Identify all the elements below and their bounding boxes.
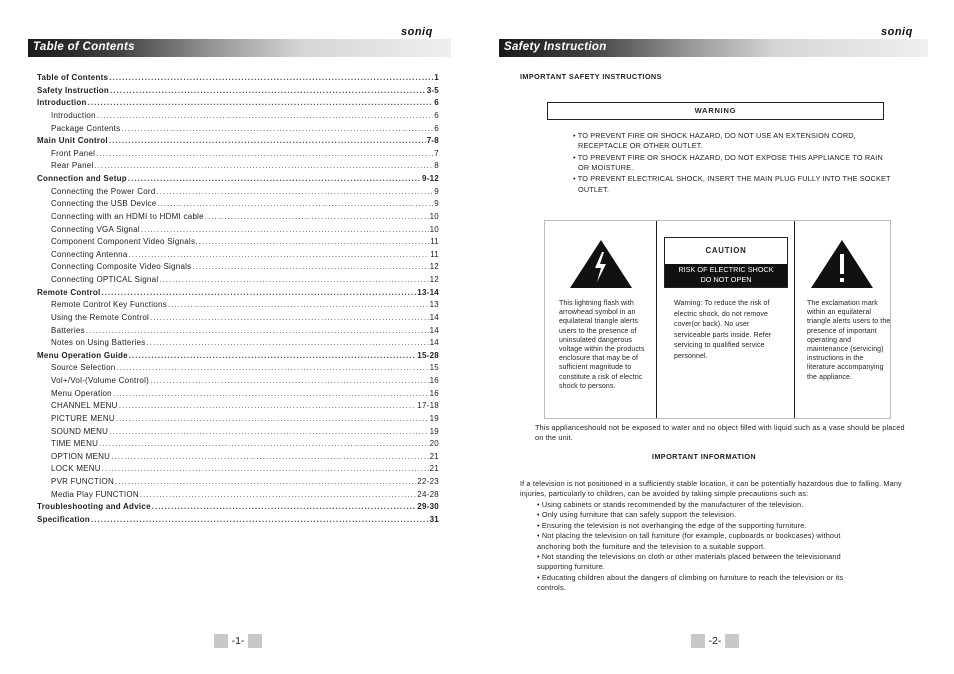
toc-entry-label: Table of Contents: [37, 73, 109, 82]
warning-box: WARNING: [547, 102, 884, 120]
toc-entry: [37, 463, 439, 476]
toc-entry-label: Connecting Composite Video Signals: [51, 262, 192, 272]
page-number-text: -1-: [231, 635, 245, 647]
info-intro: If a television is not positioned in a sufficiently stable location, it can be potentially hazardous due to falling. Many injuries, particularly to children, can be avoided by taking simple precautions such as:: [520, 479, 902, 499]
toc-leader-dots: [99, 438, 428, 451]
page-number-text: -2-: [708, 635, 722, 647]
toc-entry-page: 6: [434, 98, 439, 108]
toc-leader-dots: [152, 501, 417, 514]
toc-entry-label: CHANNEL MENU: [51, 401, 118, 411]
toc-entry-page: 16: [429, 376, 439, 385]
safety-heading: IMPORTANT SAFETY INSTRUCTIONS: [520, 72, 662, 81]
toc-entry: [37, 350, 439, 363]
toc-entry-label: Remote Control Key Functions: [51, 300, 167, 310]
toc-entry-label: SOUND MENU: [51, 426, 109, 436]
toc-entry: [37, 135, 439, 148]
toc-leader-dots: [119, 400, 417, 413]
toc-entry: [37, 274, 439, 287]
toc-entry-label: Source Selection: [51, 363, 116, 373]
toc-entry: [37, 97, 439, 110]
toc-entry: [37, 173, 439, 186]
toc-entry-label: TIME MENU: [51, 439, 99, 449]
toc-entry-label: OPTION MENU: [51, 451, 111, 461]
toc-leader-dots: [97, 110, 433, 123]
toc-entry-label: Menu Operation Guide: [37, 350, 128, 360]
toc-entry-label: Batteries: [51, 325, 85, 335]
toc-entry-page: 9-12: [421, 174, 439, 183]
toc-entry-page: 10: [429, 211, 439, 221]
info-item: • Not standing the televisions on cloth or other materials placed between the televisionand supporting furniture.: [537, 552, 841, 572]
info-item: • Only using furniture that can safely support the television.: [537, 510, 737, 520]
toc-entry-page: 22-23: [417, 477, 439, 486]
toc-entry-label: Specification: [37, 514, 91, 524]
toc-entry-label: PICTURE MENU: [51, 413, 115, 423]
toc-entry-page: 12: [429, 275, 439, 284]
toc-leader-dots: [129, 249, 430, 262]
toc-entry: [37, 375, 439, 388]
toc-entry-page: 17-18: [417, 401, 439, 411]
toc-leader-dots: [128, 173, 421, 186]
toc-entry: [37, 160, 439, 173]
lightning-column: [545, 221, 656, 418]
toc-entry-page: 15: [429, 363, 439, 373]
info-heading: IMPORTANT INFORMATION: [651, 452, 757, 461]
toc-entry-label: Using the Remote Control: [51, 312, 150, 322]
toc-leader-dots: [157, 198, 433, 211]
toc-entry-page: 19: [429, 413, 439, 423]
exclamation-warning-icon: [809, 238, 875, 290]
toc-entry: [37, 438, 439, 451]
toc-entry: [37, 198, 439, 211]
toc-leader-dots: [192, 261, 428, 274]
caution-line2: DO NOT OPEN: [700, 275, 752, 284]
toc-entry-page: 1: [434, 73, 439, 82]
toc-leader-dots: [96, 148, 433, 161]
toc-entry: [37, 186, 439, 199]
toc-leader-dots: [157, 186, 434, 199]
toc-entry-page: 12: [429, 262, 439, 272]
toc-entry: [37, 362, 439, 375]
toc-entry-label: Front Panel: [51, 148, 96, 158]
warning-item: • TO PREVENT FIRE OR SHOCK HAZARD, DO NOT EXPOSE THIS APPLIANCE TO RAIN OR MOISTURE.: [573, 152, 883, 173]
toc-leader-dots: [150, 375, 429, 388]
caution-label: [664, 237, 788, 288]
toc-entry-page: 13-14: [417, 287, 439, 297]
toc-entry-page: 3-5: [426, 85, 439, 95]
toc-leader-dots: [129, 350, 417, 363]
safety-symbols-table: [544, 220, 891, 419]
toc-leader-dots: [121, 123, 433, 136]
info-item: • Not placing the television on tall furniture (for example, cupboards or bookcases) without anchoring both the furniture and the television to a suitable support.: [537, 531, 841, 551]
warning-item: • TO PREVENT ELECTRICAL SHOCK, INSERT THE MAIN PLUG FULLY INTO THE SOCKET OUTLET.: [573, 174, 891, 194]
toc-leader-dots: [109, 72, 433, 85]
toc-entry: [37, 211, 439, 224]
caution-column: [656, 221, 795, 418]
toc-entry-page: 24-28: [417, 489, 439, 499]
toc-entry-page: 9: [434, 199, 439, 209]
toc-entry: [37, 514, 439, 527]
toc-entry-page: 9: [434, 186, 439, 196]
toc-leader-dots: [109, 426, 428, 439]
toc-entry-label: Connection and Setup: [37, 174, 127, 183]
toc-entry-page: 14: [429, 312, 439, 322]
toc-entry-page: 7: [434, 148, 439, 158]
toc-leader-dots: [205, 211, 429, 224]
toc-entry: [37, 72, 439, 85]
toc-entry: [37, 312, 439, 325]
toc-entry-page: 21: [429, 451, 439, 461]
toc-entry: [37, 123, 439, 136]
toc-entry-page: 29-30: [417, 502, 439, 512]
toc-banner: [28, 39, 451, 57]
toc-entry: [37, 287, 439, 300]
lightning-warning-icon: [568, 238, 634, 290]
toc-entry-label: Connecting the USB Device: [51, 199, 157, 209]
toc-entry-label: Component Component Video Signals.: [51, 237, 198, 247]
toc-entry-page: 19: [429, 426, 439, 436]
toc-entry-label: Notes on Using Batteries: [51, 338, 146, 348]
toc-leader-dots: [102, 287, 417, 300]
toc-leader-dots: [199, 236, 430, 249]
toc-leader-dots: [113, 388, 429, 401]
toc-banner-title: Table of Contents: [33, 41, 135, 53]
info-item: • Ensuring the television is not overhanging the edge of the supporting furniture.: [537, 520, 807, 530]
toc-entry: [37, 400, 439, 413]
toc-entry: [37, 224, 439, 237]
lightning-description: This lightning flash with arrowhead symbol in an equilateral triangle alerts users to the presence of uninsulated dangerous voltage within the products enclosure that may be of sufficient magnitude to constitute a risk of electric shock to persons.: [559, 300, 645, 390]
toc-entry-page: 6: [434, 110, 439, 120]
toc-entry-label: Introduction: [51, 110, 96, 120]
safety-banner: [499, 39, 928, 57]
toc-entry: [37, 299, 439, 312]
toc-entry: [37, 388, 439, 401]
toc-entry-label: Connecting with an HDMI to HDMI cable: [51, 211, 204, 221]
toc-entry: [37, 85, 439, 98]
toc-leader-dots: [140, 489, 416, 502]
toc-entry-page: 16: [429, 388, 439, 398]
toc-entry-page: 14: [429, 338, 439, 348]
info-item: • Educating children about the dangers of climbing on furniture to reach the television or its controls.: [537, 572, 844, 593]
info-item: • Using cabinets or stands recommended by the manufacturer of the television.: [537, 500, 804, 509]
toc-entry-page: 14: [429, 325, 439, 335]
toc-entry: [37, 110, 439, 123]
toc-entry-page: 8: [434, 161, 439, 171]
toc-entry-label: Menu Operation: [51, 388, 112, 398]
table-of-contents: [37, 72, 439, 527]
toc-entry-label: Introduction: [37, 98, 87, 108]
toc-entry-label: Connecting OPTICAL Signal: [51, 275, 159, 284]
toc-entry-label: Connecting Antenna: [51, 249, 128, 259]
toc-entry: [37, 501, 439, 514]
toc-leader-dots: [110, 85, 426, 98]
toc-entry: [37, 325, 439, 338]
toc-entry-label: PVR FUNCTION: [51, 477, 114, 486]
brand-logo: soniq: [401, 26, 433, 38]
toc-entry-label: Connecting VGA Signal: [51, 224, 140, 234]
toc-entry-page: 7-8: [426, 136, 439, 146]
toc-entry-label: Media Play FUNCTION: [51, 489, 139, 499]
toc-leader-dots: [147, 337, 429, 350]
toc-leader-dots: [91, 514, 429, 527]
water-note: This applianceshould not be exposed to water and no object filled with liquid such as a vase should be placed on the unit.: [535, 423, 905, 443]
page-number-left: [214, 634, 262, 648]
toc-leader-dots: [159, 274, 428, 287]
toc-entry-label: Troubleshooting and Advice: [37, 502, 151, 512]
toc-leader-dots: [116, 413, 429, 426]
safety-banner-title: Safety Instruction: [504, 41, 607, 53]
toc-entry-label: Package Contents: [51, 123, 121, 133]
toc-entry-label: LOCK MENU: [51, 464, 101, 474]
toc-entry-page: 13: [429, 300, 439, 310]
info-list: [537, 500, 867, 594]
toc-entry-label: Main Unit Control: [37, 136, 108, 146]
toc-entry-label: Rear Panel: [51, 161, 94, 171]
toc-entry-label: Vol+/Vol-(Volume Control): [51, 376, 150, 385]
caution-bar: [665, 264, 787, 287]
caution-title: CAUTION: [705, 246, 747, 255]
toc-entry-page: 20: [429, 439, 439, 449]
exclamation-column: [794, 221, 890, 418]
toc-leader-dots: [116, 362, 428, 375]
caution-line1: RISK OF ELECTRIC SHOCK: [678, 265, 774, 274]
warning-item: • TO PREVENT FIRE OR SHOCK HAZARD, DO NOT USE AN EXTENSION CORD, RECEPTACLE OR OTHER OUTLET.: [573, 131, 856, 151]
toc-entry-page: 21: [429, 464, 439, 474]
caution-description: Warning: To reduce the risk of electric shock, do not remove cover(or back). No user serviceable parts inside. Refer servicing to qualified service personnel.: [674, 300, 772, 360]
page-number-right: [691, 634, 739, 648]
toc-leader-dots: [86, 325, 429, 338]
toc-entry: [37, 489, 439, 502]
toc-entry-page: 6: [434, 123, 439, 133]
exclamation-description: The exclamation mark within an equilateral triangle alerts users to the presence of important operating and maintenance (servicing) instructions in the literature accompanying the appliance.: [807, 300, 891, 381]
toc-leader-dots: [102, 463, 429, 476]
toc-entry: [37, 236, 439, 249]
toc-entry: [37, 148, 439, 161]
brand-logo: soniq: [881, 26, 913, 38]
warning-list: [573, 131, 893, 196]
toc-entry-page: 11: [430, 249, 439, 259]
toc-entry-page: 11: [430, 237, 439, 247]
toc-entry: [37, 337, 439, 350]
toc-leader-dots: [141, 224, 429, 237]
toc-entry-page: 15-28: [417, 350, 439, 360]
toc-entry: [37, 451, 439, 464]
toc-entry-label: Connecting the Power Cord: [51, 186, 156, 196]
toc-leader-dots: [115, 476, 416, 489]
toc-leader-dots: [109, 135, 426, 148]
toc-entry-page: 10: [429, 224, 439, 234]
toc-leader-dots: [111, 451, 428, 464]
toc-entry: [37, 261, 439, 274]
toc-entry-page: 31: [429, 514, 439, 524]
toc-leader-dots: [150, 312, 429, 325]
toc-entry: [37, 476, 439, 489]
toc-leader-dots: [95, 160, 434, 173]
toc-entry-label: Remote Control: [37, 287, 101, 297]
toc-leader-dots: [88, 97, 434, 110]
right-page: [477, 0, 954, 674]
toc-entry: [37, 249, 439, 262]
toc-leader-dots: [168, 299, 429, 312]
toc-entry-label: Safety Instruction: [37, 85, 110, 95]
toc-entry: [37, 413, 439, 426]
toc-entry: [37, 426, 439, 439]
